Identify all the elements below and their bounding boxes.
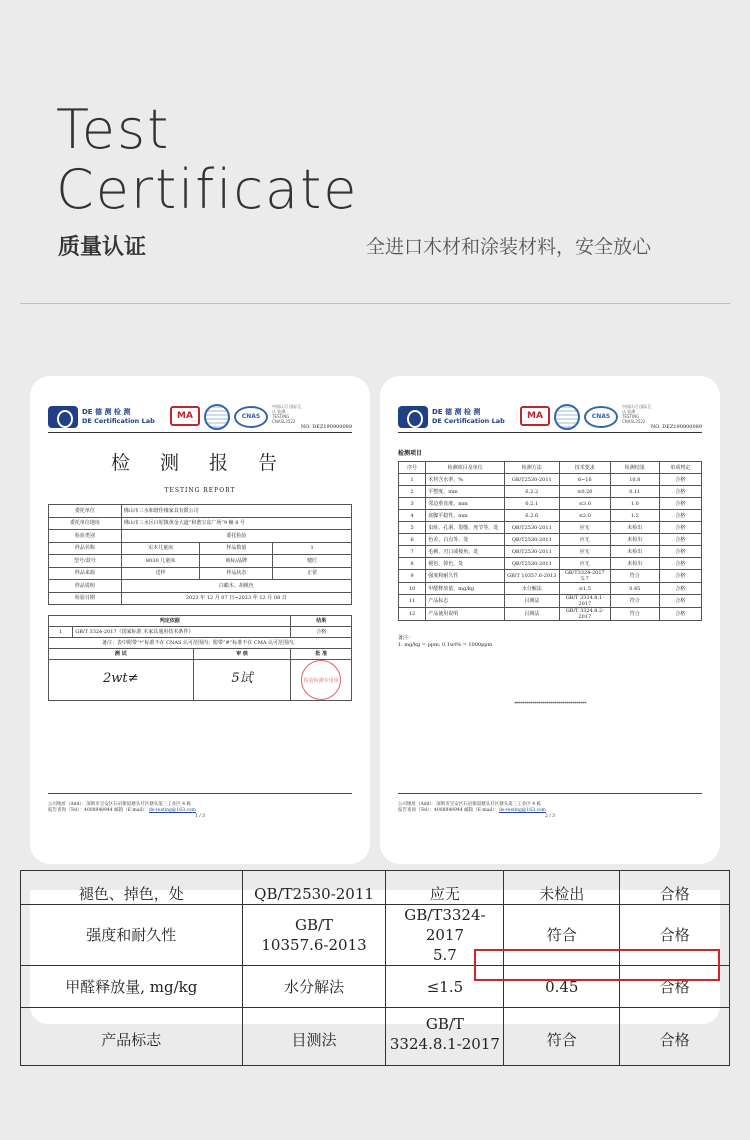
table-row: 备注：表中附带“*”标准不在 CNAS 认可范围内；附带“#”标准不在 CMA 认可范围内。 (49, 638, 352, 649)
de-logo-icon (48, 406, 78, 428)
cnas-logo-icon: CNAS (584, 406, 618, 428)
table-row: 4 底脚平稳性，mm 6.2.6 ≤2.0 1.2 合格 (399, 510, 702, 522)
table-row: 测 试 审 核 批 准 (49, 649, 352, 660)
table-row: 8 褪色、掉色，处 QB/T2530-2011 应无 未检出 合格 (399, 558, 702, 570)
cnas-caption: 中国认可 国际互认 检测 TESTING CNASL3522 (272, 404, 302, 424)
table-row: 样品来源 送样 样品状态 正常 (49, 567, 352, 580)
table-row: 甲醛释放量, mg/kg 水分解法 ≤1.5 0.45 合格 (21, 966, 730, 1008)
report-title: 检 测 报 告 (110, 452, 290, 474)
section-label: 检测项目 (398, 450, 423, 457)
cert-footer: 公司地址（Add）：深圳市宝安区石岩街道塘头社区塘头第三工业区 4 栋 报告查询（Tel）：4008948944 邮箱（E-mail）：de-testing@163.com 1 / 3 (48, 802, 352, 820)
table-row: 判定依据 结果 (49, 616, 352, 627)
table-row: 产品标志 目测法 GB/T 3324.8.1-2017 符合 合格 (21, 1008, 730, 1066)
lab-name-cn: DE 德 测 检 测 (432, 408, 481, 416)
subtitle: 全进口木材和涂装材料，安全放心 (366, 236, 652, 258)
certificate-page-1 (30, 376, 370, 864)
email-link[interactable]: de-testing@163.com (499, 808, 546, 813)
table-row: 3 邻边垂直度，mm 6.2.1 ≤3.0 1.0 合格 (399, 498, 702, 510)
table-row: 样品名称 实木儿童床 样品数量 1 (49, 542, 352, 555)
end-marker: ************************************ (514, 701, 586, 707)
table-row: 1 GB/T 3324-2017《国家标准 木家具通用技术条件》 合格 (49, 627, 352, 638)
table-row: 11 产品标志 目测法 GB/T 3324.8.1-2017 符合 合格 (399, 595, 702, 608)
table-row: 样品说明 白蜡木、胡桃色 (49, 580, 352, 593)
ilac-logo-icon (204, 404, 230, 430)
table-row: 1 木材含水率，% GB/T2530-2011 6~16 10.8 合格 (399, 474, 702, 486)
table-header-row: 序号 检测项目及单位 检测方法 技术要求 检测结果 单项判定 (399, 462, 702, 474)
title-chinese: 质量认证 (58, 235, 147, 260)
report-number: NO. DEZ190900089 (650, 424, 702, 430)
cnas-logo-icon: CNAS (234, 406, 268, 428)
table-row: 检验类别 委托检验 (49, 530, 352, 543)
lab-name-en: DE Certification Lab (82, 417, 155, 425)
table-row: 10 甲醛释放量，mg/kg 水分解法 ≤1.5 0.45 合格 (399, 583, 702, 595)
title-line-2: Certificate (56, 158, 359, 221)
certificate-page-2 (380, 376, 720, 864)
lab-name-cn: DE 德 测 检 测 (82, 408, 131, 416)
email-link[interactable]: de-testing@163.com (149, 808, 196, 813)
table-row: 7 毛刺、刃口或棱角，处 QB/T2530-2011 应无 未检出 合格 (399, 546, 702, 558)
notes: 备注： 1. mg/kg = ppm; 0.1wt% = 1000ppm (398, 635, 493, 648)
sample-info-table (48, 504, 352, 605)
table-row: 委托单位地址 佛山市三水区白坭镇黄金大道“和谐宝盆广场”9 幢 8 号 (49, 517, 352, 530)
report-subtitle: TESTING REPORT (164, 487, 236, 494)
ilac-logo-icon (554, 404, 580, 430)
table-row: 委托单位 佛山市三水和谐佳缘家具有限公司 (49, 505, 352, 518)
table-row: 12 产品使用说明 目测法 GB/T 3324.8.2-2017 符合 合格 (399, 608, 702, 621)
highlight-box (474, 949, 720, 981)
table-row: 型号/款号 8030 儿童床 商标/品牌 健匠 (49, 555, 352, 568)
table-row: 强度和耐久性 GB/T 10357.6-2013 GB/T3324-2017 5.7 符合 合格 (21, 905, 730, 966)
table-row: 6 色差、白点等，处 QB/T2530-2011 应无 未检出 合格 (399, 534, 702, 546)
de-logo-icon (398, 406, 428, 428)
title-english (56, 100, 359, 220)
table-row: 2 平整度，mm 6.2.2 ≤0.20 0.11 合格 (399, 486, 702, 498)
report-number: NO. DEZ190900089 (300, 424, 352, 430)
tester-signature: 2wt≠ (103, 671, 139, 686)
header-divider (20, 303, 730, 304)
reviewer-signature: 5试 (231, 671, 253, 686)
judgement-table (48, 615, 352, 701)
cnas-caption: 中国认可 国际互认 检测 TESTING CNASL3522 (622, 404, 652, 424)
cma-logo-icon: MA (520, 406, 550, 426)
table-row: 9 强度和耐久性 GB/T 10357.6-2013 GB/T3324-2017 5.7 符合 合格 (399, 570, 702, 583)
page-number: 1 / 3 (194, 814, 206, 819)
table-row: 5 虫蛀、孔洞、裂缝、死节等，处 QB/T2530-2011 应无 未检出 合格 (399, 522, 702, 534)
cert-footer: 公司地址（Add）：深圳市宝安区石岩街道塘头社区塘头第三工业区 4 栋 报告查询（Tel）：4008948944 邮箱（E-mail）：de-testing@163.com 2 / 3 (398, 802, 702, 820)
table-row (49, 660, 352, 701)
cma-logo-icon: MA (170, 406, 200, 426)
official-stamp: 检验检测专用章 (301, 660, 341, 700)
lab-name-en: DE Certification Lab (432, 417, 505, 425)
table-row: 褪色、掉色，处 QB/T2530-2011 应无 未检出 合格 (21, 871, 730, 905)
title-line-1: Test (56, 98, 171, 161)
cert-header (398, 404, 702, 438)
page-number: 2 / 3 (544, 814, 556, 819)
table-row: 检验日期 2023 年 12 月 07 日~2023 年 12 月 08 日 (49, 592, 352, 605)
cert-header (48, 404, 352, 438)
test-items-table (398, 461, 702, 621)
